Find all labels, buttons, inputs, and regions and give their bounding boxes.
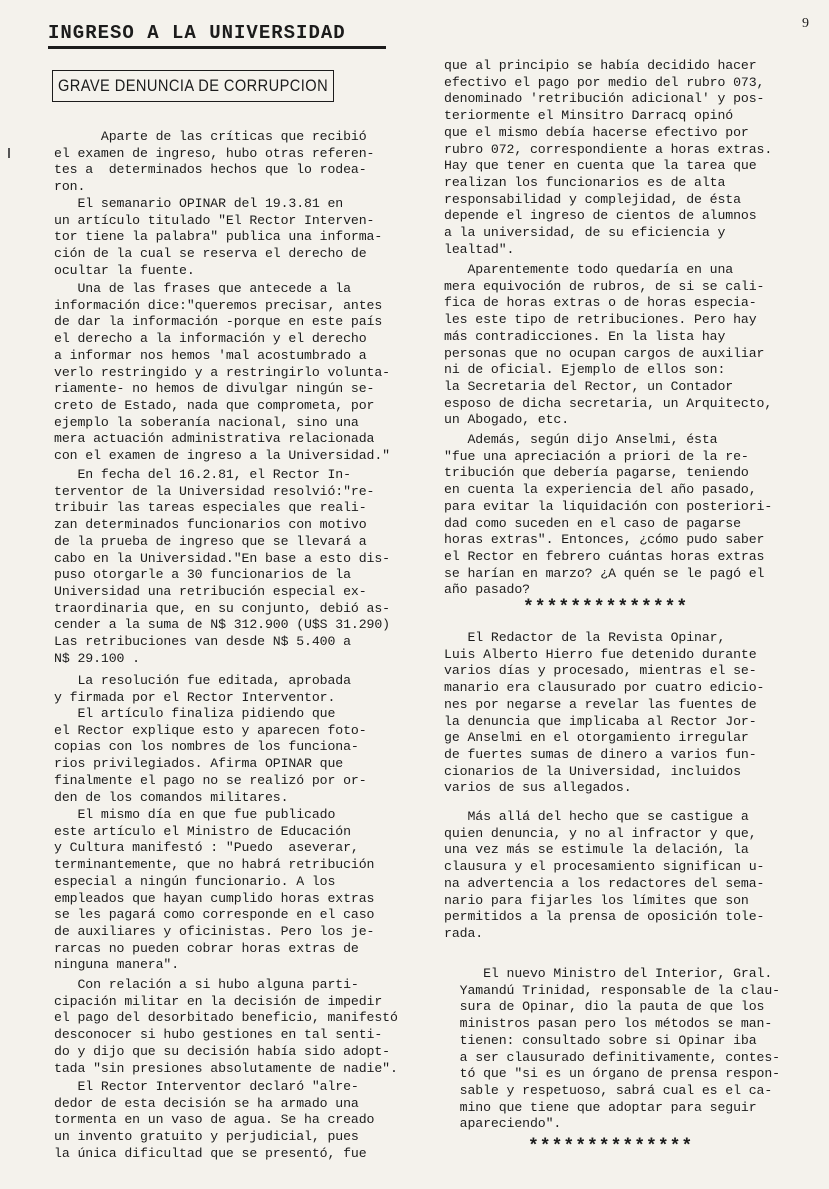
paragraph — [54, 673, 351, 706]
text-line: mera equivoción de rubros, de si se cali- — [444, 278, 765, 294]
text-line: se les pagará como corresponde en el caso — [54, 907, 375, 923]
text-line: la única dificultad que se presentó, fue — [54, 1145, 367, 1161]
text-line: nes por negarse a revelar las fuentes de — [444, 696, 757, 712]
text-line: manario era clausurado por cuatro edicio- — [444, 680, 765, 696]
text-line: y firmada por el Rector Interventor. — [54, 689, 336, 705]
text-line: na advertencia a los redactores del sema- — [444, 875, 765, 891]
text-line: una vez más se estimule la delación, la — [444, 842, 749, 858]
separator-stars: ************** — [523, 598, 689, 618]
section-header: INGRESO A LA UNIVERSIDAD — [48, 22, 386, 49]
text-line: rada. — [444, 925, 484, 941]
text-line: denominado 'retribución adicional' y pos- — [444, 91, 765, 107]
text-line: un invento gratuito y perjudicial, pues — [54, 1129, 359, 1145]
text-line: se harían en marzo? ¿A quén se le pagó el — [444, 565, 765, 581]
text-line: rarcas no pueden cobrar horas extras de — [54, 940, 359, 956]
text-line: La resolución fue editada, aprobada — [54, 673, 351, 688]
margin-mark — [8, 148, 10, 158]
text-line: zan determinados funcionarios con motivo — [54, 517, 367, 533]
text-line: nario para fijarles los límites que son — [444, 892, 749, 908]
text-line: el derecho a la información y el derecho — [54, 331, 367, 347]
text-line: traordinaria que, en su conjunto, debió as- — [54, 600, 390, 616]
text-line: tribución que debería pagarse, teniendo — [444, 465, 749, 481]
text-line: den de los comandos militares. — [54, 789, 289, 805]
text-line: Con relación a si hubo alguna parti- — [54, 977, 359, 992]
text-line: esposo de dicha secretaria, un Arquitecto, — [444, 395, 773, 411]
paragraph — [54, 196, 382, 280]
text-line: sura de Opinar, dio la pauta de que los — [444, 999, 765, 1015]
text-line: tada "sin presiones absolutamente de nadie". — [54, 1060, 398, 1076]
text-line: ge Anselmi en el otorgamiento irregular — [444, 730, 749, 746]
text-line: mera actuación administrativa relacionada — [54, 431, 375, 447]
text-line: este artículo el Ministro de Educación — [54, 823, 351, 839]
paragraph — [444, 809, 764, 943]
text-line: de auxiliares y oficinistas. Pero los je- — [54, 923, 375, 939]
paragraph — [54, 467, 390, 667]
paragraph — [54, 977, 398, 1077]
text-line: sable y respetuoso, sabrá cual es el ca- — [444, 1082, 773, 1098]
article-title-text: GRAVE DENUNCIA DE CORRUPCION — [57, 76, 329, 95]
text-line: un Abogado, etc. — [444, 412, 570, 428]
text-line: con el examen de ingreso a la Universidad." — [54, 448, 390, 464]
text-line: mino que tiene que adoptar para seguir — [444, 1099, 757, 1115]
text-line: verlo restringido y a restringirlo volunta- — [54, 364, 390, 380]
text-line: de la prueba de ingreso que se llevará a — [54, 533, 367, 549]
text-line: más contradicciones. En la lista hay — [444, 328, 726, 344]
text-line: riamente- no hemos de divulgar ningún se- — [54, 381, 375, 397]
text-line: tes a determinados hechos que lo rodea- — [54, 162, 367, 178]
text-line: ejemplo la soberanía nacional, sino una — [54, 414, 359, 430]
text-line: El mismo día en que fue publicado — [54, 807, 336, 822]
text-line: teriormente el Minsitro Darracq opinó — [444, 108, 734, 124]
text-line: a informar nos hemos 'mal acostumbrado a — [54, 347, 367, 363]
text-line: el examen de ingreso, hubo otras referen- — [54, 145, 375, 161]
paragraph — [444, 58, 772, 258]
text-line: puso otorgarle a 30 funcionarios de la — [54, 567, 351, 583]
paragraph — [444, 432, 772, 599]
text-line: ocultar la fuente. — [54, 262, 195, 278]
text-line: horas extras". Entonces, ¿cómo pudo saber — [444, 532, 765, 548]
text-line: El nuevo Ministro del Interior, Gral. — [444, 966, 773, 981]
text-line: lealtad". — [444, 241, 515, 257]
text-line: tienen: consultado sobre si Opinar iba — [444, 1032, 757, 1048]
text-line: el pago del desorbitado beneficio, manifestó — [54, 1010, 398, 1026]
paragraph — [444, 966, 780, 1133]
text-line: Aparentemente todo quedaría en una — [444, 262, 734, 277]
text-line: tribuir las tareas especiales que reali- — [54, 500, 367, 516]
text-line: N$ 29.100 . — [54, 650, 140, 666]
text-line: que el mismo debía hacerse efectivo por — [444, 124, 749, 140]
text-line: ni de oficial. Ejemplo de ellos son: — [444, 362, 726, 378]
text-line: dedor de esta decisión se ha armado una — [54, 1095, 359, 1111]
text-line: En fecha del 16.2.81, el Rector In- — [54, 467, 351, 482]
paragraph — [54, 1079, 374, 1163]
text-line: de dar la información -porque en este país — [54, 314, 383, 330]
text-line: personas que no ocupan cargos de auxiliar — [444, 345, 765, 361]
paragraph — [444, 630, 764, 797]
paragraph — [54, 129, 374, 196]
text-line: fica de horas extras o de horas especia- — [444, 295, 757, 311]
text-line: ron. — [54, 179, 86, 195]
text-line: les este tipo de retribuciones. Pero hay — [444, 312, 757, 328]
paragraph — [54, 807, 374, 974]
text-line: ninguna manera". — [54, 957, 180, 973]
text-line: varios días y procesado, mientras el se- — [444, 663, 757, 679]
text-line: Aparte de las críticas que recibió — [54, 129, 367, 144]
text-line: desconocer si hubo gestiones en tal senti- — [54, 1027, 383, 1043]
text-line: creto de Estado, nada que comprometa, por — [54, 397, 375, 413]
text-line: apareciendo". — [444, 1116, 562, 1132]
text-line: copias con los nombres de los funciona- — [54, 739, 359, 755]
text-line: varios de sus allegados. — [444, 780, 632, 796]
paragraph — [54, 706, 367, 806]
text-line: Hay que tener en cuenta que la tarea que — [444, 158, 757, 174]
text-line: información dice:"queremos precisar, antes — [54, 297, 383, 313]
text-line: finalmente el pago no se realizó por or- — [54, 772, 367, 788]
text-line: El Redactor de la Revista Opinar, — [444, 630, 726, 645]
text-line: cipación militar en la decisión de impedir — [54, 993, 383, 1009]
text-line: dad como suceden en el caso de pagarse — [444, 515, 741, 531]
text-line: ción de la cual se reserva el derecho de — [54, 246, 367, 262]
text-line: ministros pasan pero los métodos se man- — [444, 1016, 773, 1032]
text-line: clausura y el procesamiento significan u- — [444, 859, 765, 875]
text-line: Más allá del hecho que se castigue a — [444, 809, 749, 824]
text-line: para evitar la liquidación con posteriori- — [444, 498, 773, 514]
text-line: realizan los funcionarios es de alta — [444, 174, 726, 190]
text-line: terventor de la Universidad resolvió:"re- — [54, 483, 375, 499]
text-line: cabo en la Universidad."En base a esto dis- — [54, 550, 390, 566]
text-line: Luis Alberto Hierro fue detenido durante — [444, 646, 757, 662]
text-line: efectivo el pago por medio del rubro 073, — [444, 74, 765, 90]
text-line: quien denuncia, y no al infractor y que, — [444, 825, 757, 841]
text-line: el Rector explique esto y aparecen foto- — [54, 722, 367, 738]
text-line: empleados que hayan cumplido horas extras — [54, 890, 375, 906]
separator-stars: ************** — [528, 1137, 694, 1157]
text-line: tó que "si es un órgano de prensa respon- — [444, 1066, 780, 1082]
text-line: Una de las frases que antecede a la — [54, 281, 351, 296]
text-line: Universidad una retribución especial ex- — [54, 583, 367, 599]
text-line: tor tiene la palabra" publica una informa- — [54, 229, 383, 245]
text-line: responsabilidad y complejidad, de ésta — [444, 191, 741, 207]
text-line: depende el ingreso de cientos de alumnos — [444, 208, 757, 224]
text-line: de fuertes sumas de dinero a varios fun- — [444, 746, 757, 762]
text-line: El Rector Interventor declaró "alre- — [54, 1079, 359, 1094]
text-line: un artículo titulado "El Rector Interven- — [54, 212, 375, 228]
text-line: la Secretaria del Rector, un Contador — [444, 378, 734, 394]
text-line: Además, según dijo Anselmi, ésta — [444, 432, 718, 447]
text-line: que al principio se había decidido hacer — [444, 58, 757, 73]
text-line: Yamandú Trinidad, responsable de la clau- — [444, 982, 780, 998]
text-line: El artículo finaliza pidiendo que — [54, 706, 336, 721]
text-line: El semanario OPINAR del 19.3.81 en — [54, 196, 344, 211]
text-line: permitidos a la prensa de oposición tole- — [444, 909, 765, 925]
page-number: 9 — [802, 16, 809, 31]
text-line: "fue una apreciación a priori de la re- — [444, 448, 749, 464]
text-line: tormenta en un vaso de agua. Se ha creado — [54, 1112, 375, 1128]
text-line: especial a ningún funcionario. A los — [54, 873, 336, 889]
text-line: año pasado? — [444, 582, 530, 598]
text-line: cender a la suma de N$ 312.900 (U$S 31.290) — [54, 617, 390, 633]
article-title — [52, 70, 334, 102]
text-line: el Rector en febrero cuántas horas extras — [444, 548, 765, 564]
text-line: a la universidad, de su eficiencia y — [444, 225, 726, 241]
paragraph — [54, 281, 390, 465]
text-line: cionarios de la Universidad, incluidos — [444, 763, 741, 779]
text-line: do y dijo que su decisión había sido adopt- — [54, 1043, 390, 1059]
text-line: la denuncia que implicaba al Rector Jor- — [444, 713, 757, 729]
text-line: rios privilegiados. Afirma OPINAR que — [54, 756, 344, 772]
text-line: terminantemente, que no habrá retribución — [54, 857, 375, 873]
text-line: en cuenta la experiencia del año pasado, — [444, 482, 757, 498]
paragraph — [444, 262, 772, 429]
text-line: rubro 072, correspondiente a horas extras. — [444, 141, 773, 157]
text-line: a ser clausurado definitivamente, contes- — [444, 1049, 780, 1065]
text-line: Las retribuciones van desde N$ 5.400 a — [54, 634, 351, 650]
text-line: y Cultura manifestó : "Puedo aseverar, — [54, 840, 359, 856]
